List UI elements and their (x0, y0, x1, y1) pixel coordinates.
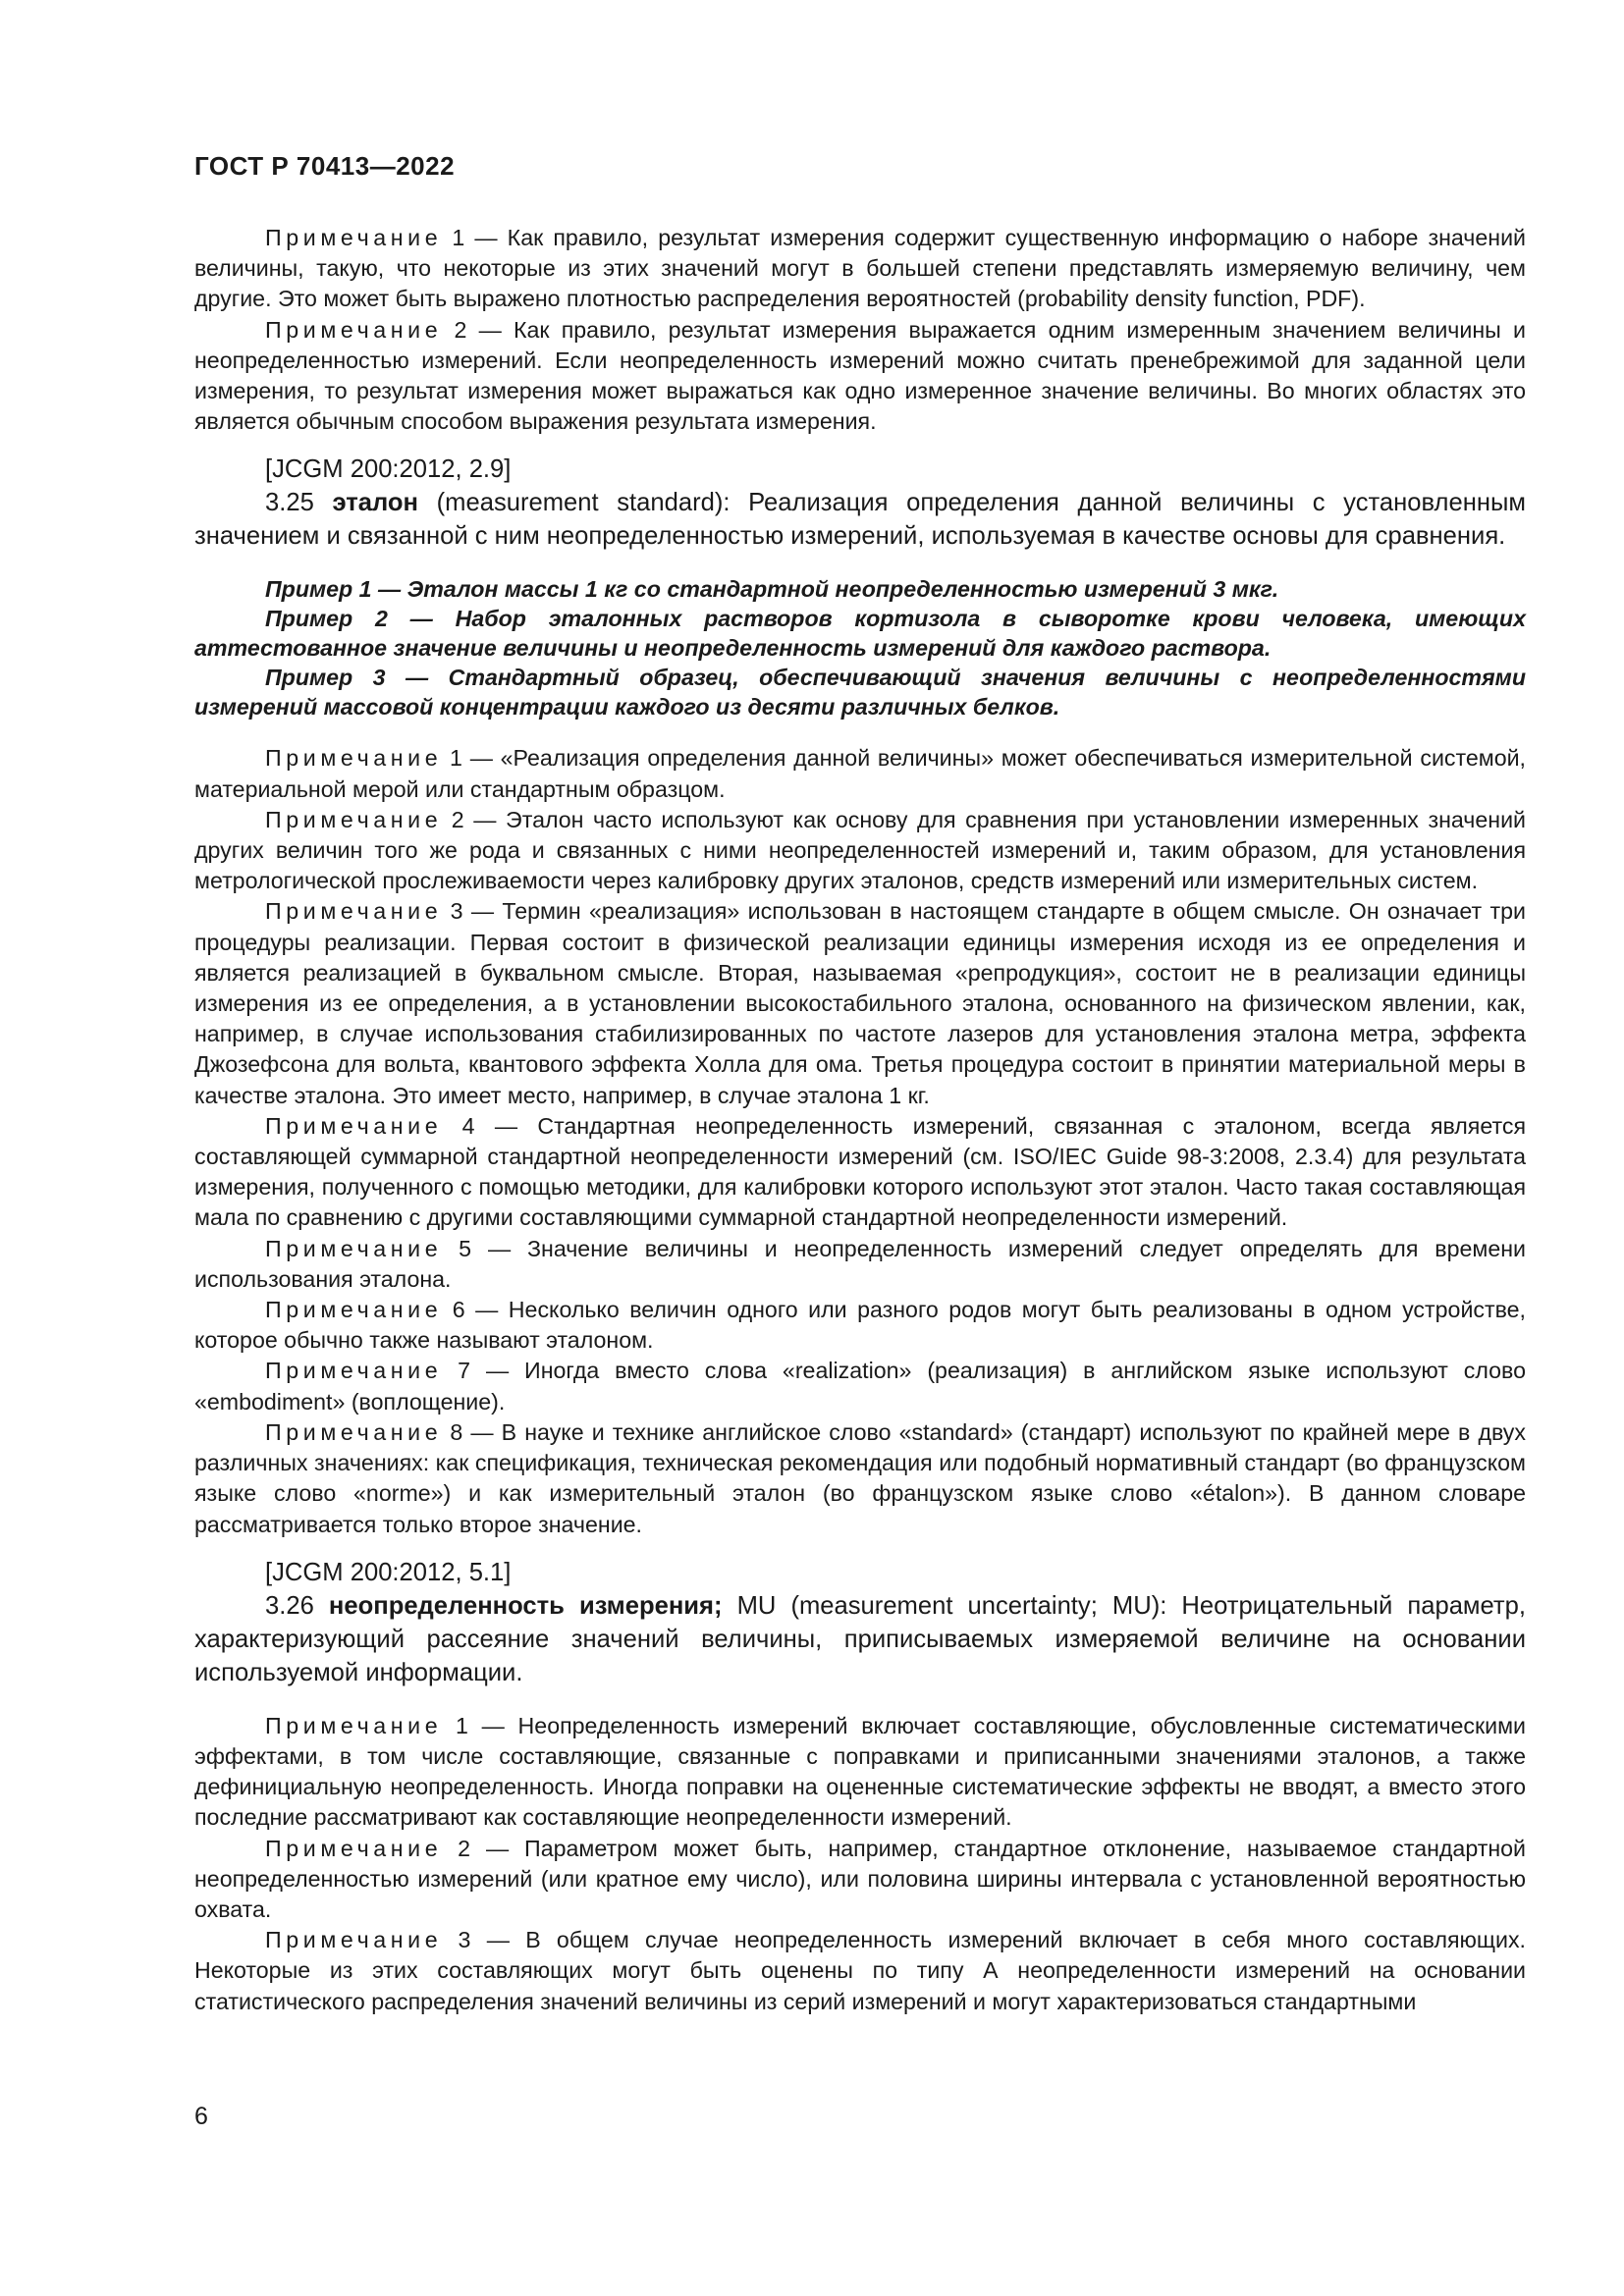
note-number: 7 (458, 1358, 471, 1384)
note-label: Примечание (265, 1235, 443, 1261)
note-paragraph (194, 896, 1526, 1110)
note-label: Примечание (265, 1297, 443, 1323)
note-text: — «Реализация определения данной величины» может обеспечиваться измерительной системой, материальной мерой или стандартным образцом. (194, 745, 1526, 802)
note-paragraph (194, 1834, 1526, 1926)
note-number: 6 (452, 1297, 465, 1323)
note-label: Примечание (265, 1418, 443, 1445)
note-label: Примечание (265, 1835, 443, 1861)
note-label: Примечание (265, 1712, 443, 1738)
note-label: Примечание (265, 1927, 443, 1953)
note-paragraph (194, 1356, 1526, 1416)
note-text: — Термин «реализация» использован в настоящем стандарте в общем смысле. Он означает три процедуры реализации. Первая состоит в физической реализации единицы измерения исходя из ее определения и является реализацией в буквальном смысле. Вторая, называемая «репродукция», состоит не в реализации единицы измерения из ее определения, а в установлении высокостабильного эталона, основанного на физическом явлении, как, например, в случае использования стабилизированных по частоте лазеров для установления эталона метра, эффекта Джозефсона для вольта, квантового эффекта Холла для ома. Третья процедура состоит в принятии материальной меры в качестве эталона. Это имеет место, например, в случае эталона 1 кг. (194, 898, 1526, 1108)
note-paragraph (194, 1711, 1526, 1834)
note-text: — Параметром может быть, например, стандартное отклонение, называемое стандартной неопределенностью измерений (или кратное ему число), или половина ширины интервала с установленной вероятностью охвата. (194, 1835, 1526, 1922)
term-number: 3.26 (265, 1591, 314, 1620)
term-name: неопределенность измерения; (328, 1591, 723, 1620)
note-text: — Значение величины и неопределенность измерений следует определять для времени использования эталона. (194, 1235, 1526, 1292)
example-paragraph: Пример 3 — Стандартный образец, обеспечивающий значения величины с неопределенностями измерений массовой концентрации каждого из десяти различных белков. (194, 665, 1526, 721)
note-text: — В общем случае неопределенность измерений включает в себя много составляющих. Некоторые из этих составляющих могут быть оценены по типу А неопределенности измерений на основании статистического распределения значений величины из серий измерений и могут характеризоваться стандартными (194, 1927, 1526, 2014)
note-text: — Неопределенность измерений включает составляющие, обусловленные систематическими эффектами, в том числе составляющие, связанные с поправками и приписанными значениями эталонов, а также дефинициальную неопределенность. Иногда поправки на оцененные систематические эффекты не вводят, а вместо этого последние рассматривают как составляющие неопределенности измерений. (194, 1712, 1527, 1831)
note-paragraph (194, 805, 1526, 897)
source-reference: [JCGM 200:2012, 2.9] (265, 455, 512, 484)
note-number: 3 (458, 1927, 471, 1953)
term-name: эталон (332, 489, 419, 517)
note-text: — Эталон часто используют как основу для сравнения при установлении измеренных значений других величин того же рода и связанных с ними неопределенностей измерений и, таким образом, для установления метрологической прослеживаемости через калибровку других эталонов, средств измерений или измерительных систем. (194, 806, 1526, 894)
note-text: — В науке и технике английское слово «standard» (стандарт) используют по крайней мере в двух различных значениях: как спецификация, техническая рекомендация или подобный нормативный стандарт (во французском языке слово «norme») и как измерительный эталон (во французском языке слово «étalon»). В данном словаре рассматривается только второе значение. (194, 1418, 1526, 1537)
note-number: 1 (452, 225, 465, 250)
source-reference: [JCGM 200:2012, 5.1] (265, 1558, 512, 1586)
note-text: — Как правило, результат измерения содержит существенную информацию о наборе значений величины, такую, что некоторые из этих значений могут в большей степени представлять измеряемую величину, чем другие. Это может быть выражено плотностью распределения вероятностей (probability density function, PDF). (194, 225, 1526, 312)
note-paragraph (194, 743, 1526, 804)
note-number: 2 (451, 806, 464, 832)
note-text: — Иногда вместо слова «realization» (реализация) в английском языке используют слово «embodiment» (воплощение). (194, 1358, 1526, 1415)
note-number: 2 (454, 316, 467, 343)
note-label: Примечание (265, 1358, 443, 1384)
note-paragraph (194, 1234, 1526, 1295)
note-label: Примечание (265, 898, 443, 925)
term-definition-3-26 (194, 1589, 1526, 1689)
example-paragraph: Пример 1 — Эталон массы 1 кг со стандартной неопределенностью измерений 3 мкг. (265, 576, 1279, 603)
term-definition-3-25 (194, 486, 1526, 553)
note-text: — Несколько величин одного или разного родов могут быть реализованы в одном устройстве, которое обычно также называют эталоном. (194, 1297, 1527, 1354)
document-header: ГОСТ Р 70413—2022 (194, 151, 456, 181)
note-text: — Как правило, результат измерения выражается одним измеренным значением величины и неопределенностью измерений. Если неопределенность измерений можно считать пренебрежимой для заданной цели измерения, то результат измерения может выражаться как одно измеренное значение величины. Во многих областях это является обычным способом выражения результата измерения. (194, 316, 1526, 435)
note-label: Примечание (265, 1112, 443, 1139)
note-paragraph (194, 1417, 1526, 1540)
document-body (194, 223, 1526, 2017)
note-paragraph (194, 1925, 1526, 2017)
term-text: MU (measurement uncertainty; MU): Неотрицательный параметр, характеризующий рассеяние значений величины, приписываемых измеряемой величине на основании используемой информации. (194, 1591, 1526, 1686)
note-label: Примечание (265, 225, 443, 250)
note-number: 4 (461, 1112, 475, 1139)
note-label: Примечание (265, 745, 443, 772)
note-number: 1 (455, 1712, 468, 1738)
note-label: Примечание (265, 316, 443, 343)
term-text: (measurement standard): Реализация определения данной величины с установленным значением и связанной с ним неопределенностью измерений, используемая в качестве основы для сравнения. (194, 489, 1526, 551)
note-paragraph (194, 315, 1526, 438)
note-number: 1 (450, 745, 462, 772)
note-number: 5 (459, 1235, 472, 1261)
page-number: 6 (194, 2103, 208, 2130)
note-number: 3 (450, 898, 463, 925)
note-number: 8 (450, 1418, 463, 1445)
note-text: — Стандартная неопределенность измерений, связанная с эталоном, всегда является составляющей суммарной стандартной неопределенности измерений (см. ISO/IEC Guide 98-3:2008, 2.3.4) для результата измерения, полученного с помощью методики, для калибровки которого используют этот эталон. Часто такая составляющая мала по сравнению с другими составляющими суммарной стандартной неопределенности измерений. (194, 1112, 1527, 1231)
term-number: 3.25 (265, 489, 314, 517)
example-paragraph: Пример 2 — Набор эталонных растворов кортизола в сыворотке крови человека, имеющих аттестованное значение величины и неопределенность измерений для каждого раствора. (194, 606, 1526, 662)
note-paragraph (194, 1111, 1526, 1234)
note-number: 2 (458, 1835, 471, 1861)
note-paragraph (194, 223, 1526, 315)
note-paragraph (194, 1295, 1526, 1356)
note-label: Примечание (265, 806, 443, 832)
